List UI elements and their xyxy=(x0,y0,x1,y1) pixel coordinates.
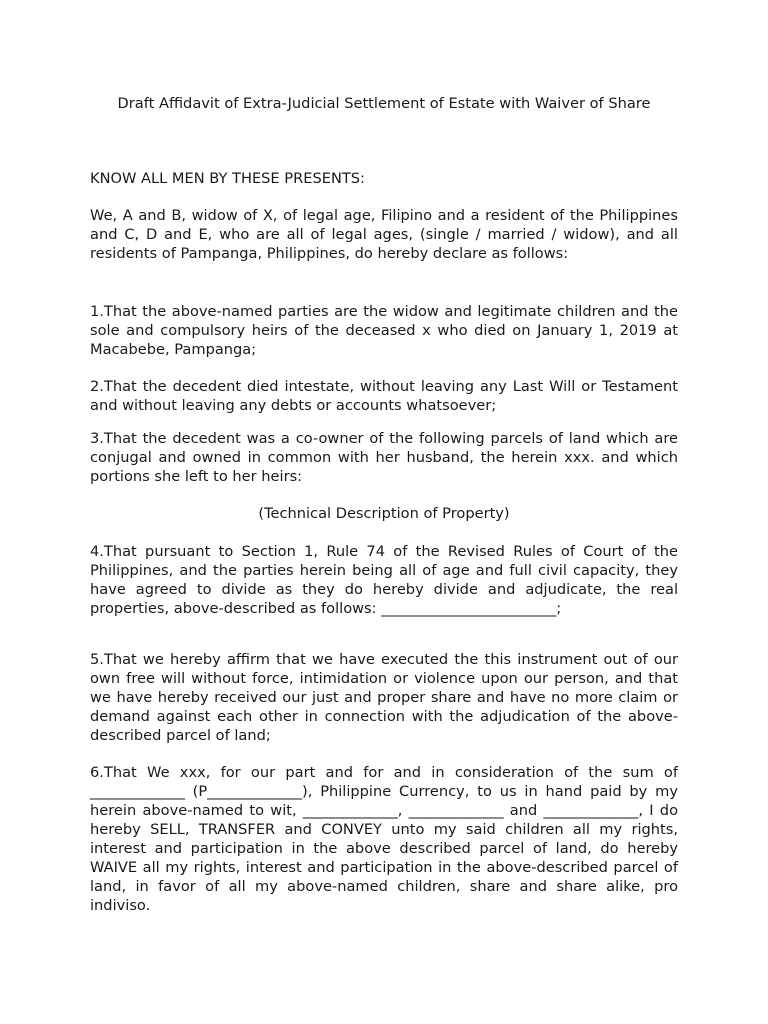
paragraph-6: 6.That We xxx, for our part and for and in consideration of the sum of _____________ (P_____________), Philippine Currency, to us in hand paid by my herein above-named to wit, _____________, _____________ and _____________, I do hereby SELL, TRANSFER and CONVEY unto my said children all my rights, interest and participation in the above described parcel of land, do hereby WAIVE all my rights, interest and participation in the above-described parcel of land, in favor of all my above-named children, share and share alike, pro indiviso. xyxy=(90,764,678,914)
technical-description-heading: (Technical Description of Property) xyxy=(258,505,510,522)
intro-paragraph: We, A and B, widow of X, of legal age, Filipino and a resident of the Philippines and C, D and E, who are all of legal ages, (single / married / widow), and all residents of Pampanga, Philippines, do hereby declare as follows: xyxy=(90,207,678,262)
paragraph-1: 1.That the above-named parties are the widow and legitimate children and the sole and compulsory heirs of the deceased x who died on January 1, 2019 at Macabebe, Pampanga; xyxy=(90,303,678,358)
paragraph-5: 5.That we hereby affirm that we have executed the this instrument out of our own free will without force, intimidation or violence upon our person, and that we have hereby received our just and proper share and have no more claim or demand against each other in connection with the adjudication of the above-described parcel of land; xyxy=(90,651,678,744)
paragraph-4: 4.That pursuant to Section 1, Rule 74 of the Revised Rules of Court of the Philippines, and the parties herein being all of age and full civil capacity, they have agreed to divide as they do hereby divide and adjudicate, the real properties, above-described as follows: ________________________; xyxy=(90,543,678,617)
paragraph-2: 2.That the decedent died intestate, without leaving any Last Will or Testament and without leaving any debts or accounts whatsoever; xyxy=(90,378,678,414)
document-title: Draft Affidavit of Extra-Judicial Settlement of Estate with Waiver of Share xyxy=(117,95,651,112)
paragraph-3: 3.That the decedent was a co-owner of the following parcels of land which are conjugal and owned in common with her husband, the herein xxx. and which portions she left to her heirs: xyxy=(90,430,678,485)
know-all-men-heading: KNOW ALL MEN BY THESE PRESENTS: xyxy=(90,170,365,187)
